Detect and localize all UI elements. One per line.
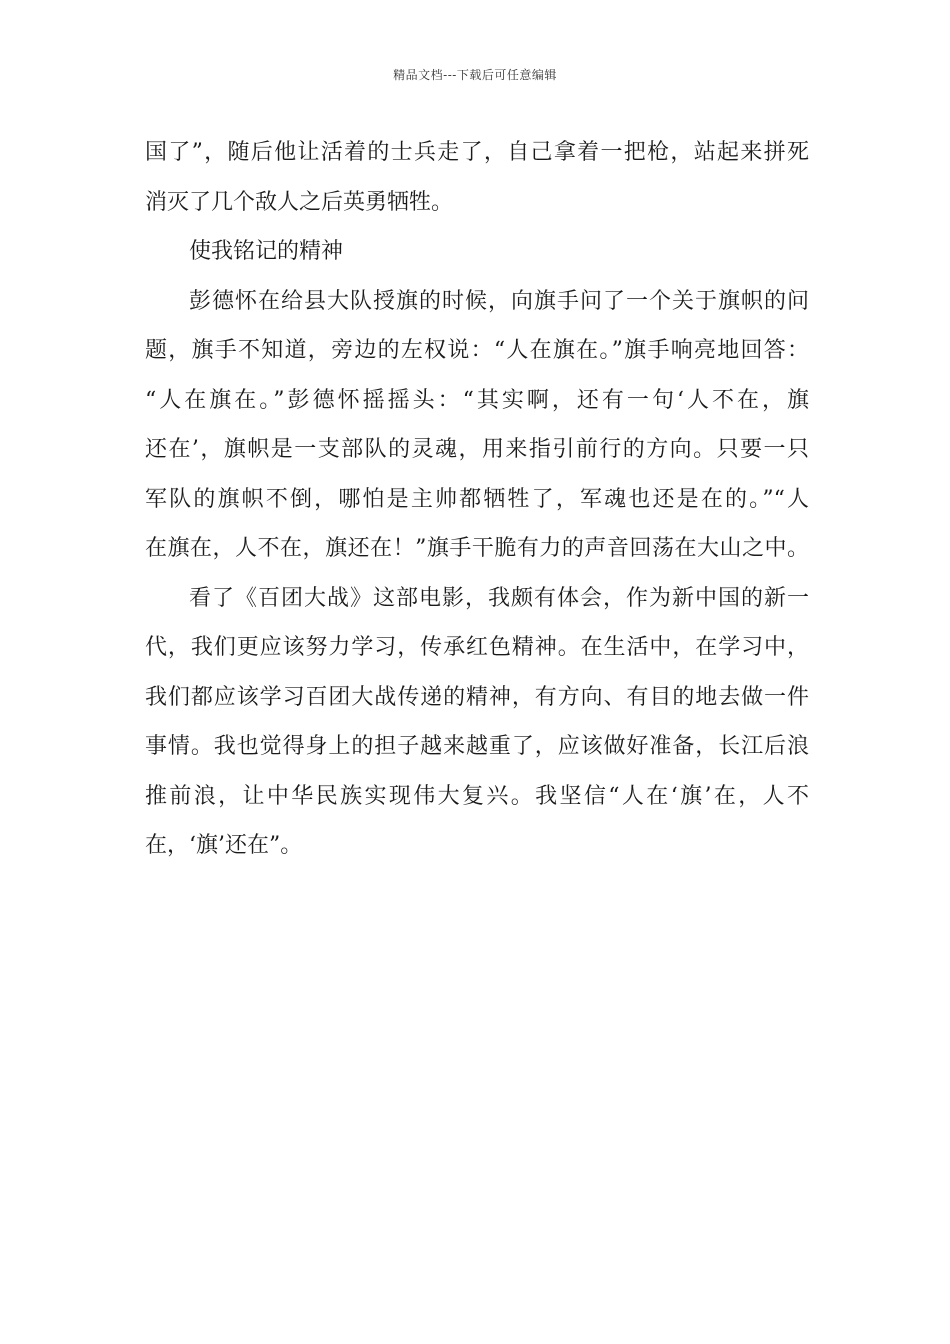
text-line: 推前浪，让中华民族实现伟大复兴。我坚信“人在‘旗’在，人不 <box>145 783 809 809</box>
text-line: 题，旗手不知道，旁边的左权说：“人在旗在。”旗手响亮地回答： <box>145 338 809 363</box>
text-line: “人在旗在。”彭德怀摇摇头：“其实啊，还有一句‘人不在，旗 <box>145 387 809 413</box>
page-header: 精品文档---下载后可任意编辑 <box>393 68 557 82</box>
text-line: 军队的旗帜不倒，哪怕是主帅都牺牲了，军魂也还是在的。”“人 <box>145 486 809 512</box>
text-line: 彭德怀在给县大队授旗的时候，向旗手问了一个关于旗帜的问 <box>189 288 809 314</box>
text-line: 还在’，旗帜是一支部队的灵魂，用来指引前行的方向。只要一只 <box>145 437 809 462</box>
text-line: 看了《百团大战》这部电影，我颇有体会，作为新中国的新一 <box>189 585 809 611</box>
section-heading: 使我铭记的精神 <box>189 239 344 264</box>
text-line: 在，‘旗’还在”。 <box>145 833 303 858</box>
text-line: 在旗在，人不在，旗还在！”旗手干脆有力的声音回荡在大山之中。 <box>145 536 809 561</box>
text-line: 我们都应该学习百团大战传递的精神，有方向、有目的地去做一件 <box>145 684 809 710</box>
body-text <box>145 128 809 871</box>
text-line: 事情。我也觉得身上的担子越来越重了，应该做好准备，长江后浪 <box>145 734 809 759</box>
text-line: 消灭了几个敌人之后英勇牺牲。 <box>145 189 454 215</box>
text-line: 代，我们更应该努力学习，传承红色精神。在生活中，在学习中， <box>145 635 809 660</box>
text-line: 国了”，随后他让活着的士兵走了，自己拿着一把枪，站起来拼死 <box>145 140 809 165</box>
